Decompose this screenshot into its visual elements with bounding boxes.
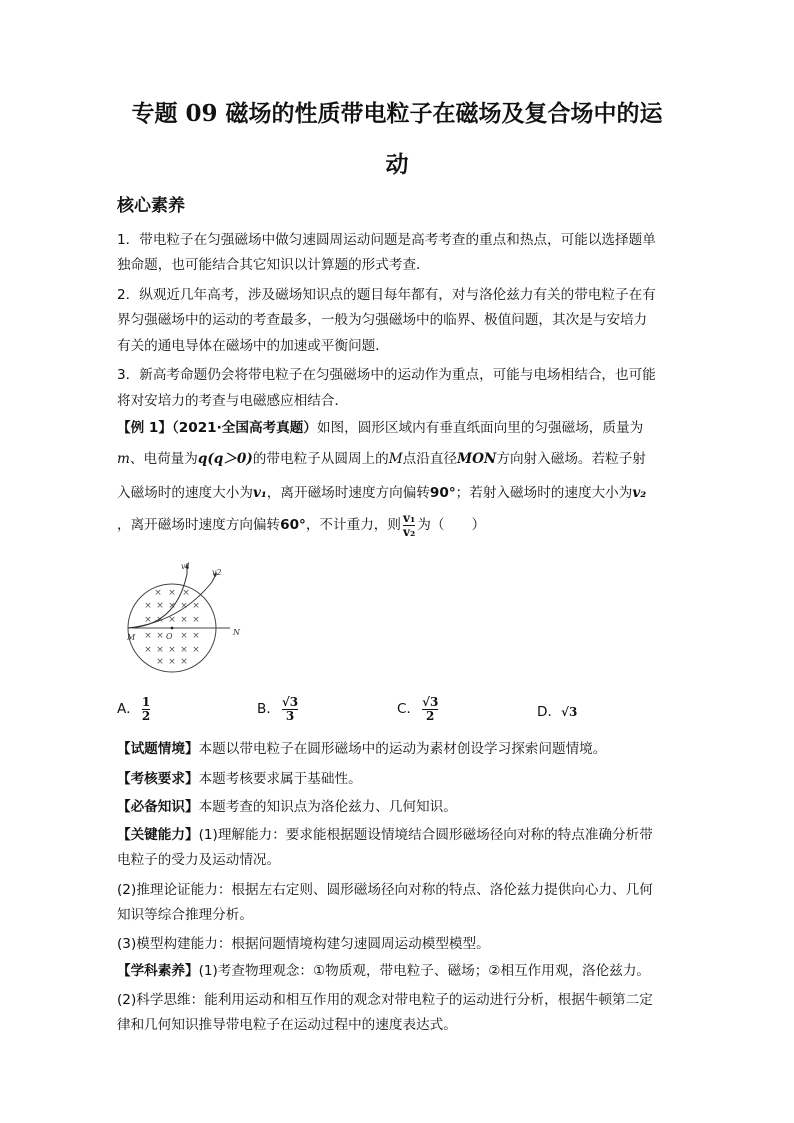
symbol-90-degrees: 90° xyxy=(429,485,456,501)
svg-text:×: × xyxy=(156,601,164,611)
analysis-text: 知识等综合推理分析。 xyxy=(117,907,253,923)
example-text: 方向射入磁场。若粒子射 xyxy=(496,451,646,467)
svg-text:×: × xyxy=(182,588,190,598)
symbol-M: M xyxy=(388,451,403,467)
svg-text:×: × xyxy=(168,601,176,611)
svg-text:×: × xyxy=(144,645,152,655)
core-point-line: 1．带电粒子在匀强磁场中做匀速圆周运动问题是高考考查的重点和热点，可能以选择题单 xyxy=(117,232,656,248)
core-point-line: 3．新高考命题仍会将带电粒子在匀强磁场中的运动作为重点，可能与电场相结合，也可能 xyxy=(117,367,656,383)
example-text: ，不计重力，则 xyxy=(305,517,401,534)
analysis-tag: 【考核要求】 xyxy=(117,771,199,787)
svg-text:×: × xyxy=(192,631,200,641)
option-a[interactable] xyxy=(117,696,152,722)
option-fraction xyxy=(142,696,150,722)
fraction-denominator: 3 xyxy=(285,708,295,723)
svg-text:×: × xyxy=(144,615,152,625)
example-text: 点沿直径 xyxy=(402,451,458,467)
example-line-3 xyxy=(117,481,646,501)
example-line-4 xyxy=(117,512,485,538)
analysis-line xyxy=(117,1013,457,1033)
label-N: N xyxy=(233,628,240,637)
label-M: M xyxy=(127,633,136,642)
page-title-line-1: 专题 09 磁场的性质带电粒子在磁场及复合场中的运 xyxy=(131,100,663,127)
analysis-line xyxy=(117,959,650,979)
fraction-numerator: 1 xyxy=(141,695,151,709)
symbol-charge: q(q＞0) xyxy=(197,451,253,467)
option-letter: D． xyxy=(537,704,562,720)
svg-text:×: × xyxy=(156,657,164,667)
core-point-line: 独命题，也可能结合其它知识以计算题的形式考查． xyxy=(117,257,430,273)
analysis-text: 电粒子的受力及运动情况。 xyxy=(117,852,281,868)
analysis-line xyxy=(117,795,457,815)
center-point xyxy=(171,627,174,630)
analysis-text: 律和几何知识推导带电粒子在运动过程中的速度表达式。 xyxy=(117,1017,457,1033)
analysis-tag: 【必备知识】 xyxy=(117,799,199,815)
svg-text:×: × xyxy=(156,631,164,641)
option-fraction xyxy=(422,696,438,722)
analysis-text: (2)推理论证能力：根据左右定则、圆形磁场径向对称的特点、洛伦兹力提供向心力、几何 xyxy=(117,882,653,898)
analysis-line xyxy=(117,878,653,898)
analysis-tag: 【学科素养】 xyxy=(117,963,199,979)
example-text: 入磁场时的速度大小为 xyxy=(117,485,253,501)
example-line-2 xyxy=(117,447,646,467)
svg-text:×: × xyxy=(168,588,176,598)
analysis-line xyxy=(117,767,362,787)
svg-text:×: × xyxy=(180,601,188,611)
svg-text:×: × xyxy=(192,645,200,655)
analysis-text: 本题考核要求属于基础性。 xyxy=(198,771,362,787)
fraction-numerator: v₁ xyxy=(403,511,416,525)
svg-text:×: × xyxy=(168,615,176,625)
svg-text:×: × xyxy=(144,631,152,641)
analysis-line xyxy=(117,823,653,843)
svg-text:×: × xyxy=(180,615,188,625)
example-line-1 xyxy=(117,416,643,436)
core-point-line: 2．纵观近几年高考，涉及磁场知识点的题目每年都有，对与洛伦兹力有关的带电粒子在有 xyxy=(117,287,656,303)
example-text: ，离开磁场时速度方向偏转 xyxy=(266,485,430,501)
svg-text:×: × xyxy=(144,601,152,611)
analysis-text: 本题考查的知识点为洛伦兹力、几何知识。 xyxy=(198,799,457,815)
core-heading: 核心素养 xyxy=(117,196,185,216)
analysis-line xyxy=(117,903,253,923)
option-d[interactable] xyxy=(537,700,577,720)
analysis-text: (2)科学思维：能利用运动和相互作用的观念对带电粒子的运动进行分析，根据牛顿第二定 xyxy=(117,992,653,1008)
svg-text:×: × xyxy=(156,615,164,625)
option-letter: C． xyxy=(397,701,421,718)
option-b[interactable] xyxy=(257,696,300,722)
analysis-line xyxy=(117,848,280,868)
example-text: 、电荷量为 xyxy=(129,451,198,467)
symbol-MON: MON xyxy=(457,451,497,467)
option-fraction xyxy=(282,696,298,722)
analysis-line xyxy=(117,737,606,757)
page-title-line-2: 动 xyxy=(385,151,409,178)
symbol-v2: v₂ xyxy=(632,485,647,501)
label-O: O xyxy=(166,632,173,641)
symbol-60-degrees: 60° xyxy=(280,517,306,534)
label-v1: v1 xyxy=(181,562,191,571)
svg-text:×: × xyxy=(168,657,176,667)
magnetic-field-diagram xyxy=(118,560,258,675)
analysis-text: 本题以带电粒子在圆形磁场中的运动为素材创设学习探索问题情境。 xyxy=(198,741,607,757)
analysis-text: (3)模型构建能力：根据问题情境构建匀速圆周运动模型模型。 xyxy=(117,936,490,952)
example-text: 的带电粒子从圆周上的 xyxy=(252,451,389,467)
svg-text:×: × xyxy=(192,601,200,611)
option-value: √3 xyxy=(561,705,578,719)
example-text: ，离开磁场时速度方向偏转 xyxy=(117,517,281,534)
label-v2: v2 xyxy=(212,568,222,577)
fraction-numerator: √3 xyxy=(422,695,439,709)
symbol-m: m xyxy=(117,451,130,467)
core-point-line: 有关的通电导体在磁场中的加速或平衡问题． xyxy=(117,338,389,354)
svg-text:×: × xyxy=(168,645,176,655)
fraction-denominator: 2 xyxy=(141,708,151,723)
core-point-line: 界匀强磁场中的运动的考查最多，一般为匀强磁场中的临界、极值问题，其次是与安培力 xyxy=(117,312,648,328)
example-text: ；若射入磁场时的速度大小为 xyxy=(455,485,633,501)
svg-text:×: × xyxy=(192,615,200,625)
svg-text:×: × xyxy=(180,657,188,667)
example-text: 为（ ） xyxy=(417,517,486,534)
example-label: 【例 1】 xyxy=(117,420,172,436)
core-point-line: 将对安培力的考查与电磁感应相结合． xyxy=(117,393,349,409)
svg-text:×: × xyxy=(180,645,188,655)
analysis-text: (1)理解能力：要求能根据题设情境结合圆形磁场径向对称的特点准确分析带 xyxy=(198,827,653,843)
analysis-line xyxy=(117,988,653,1008)
svg-text:×: × xyxy=(180,631,188,641)
analysis-tag: 【试题情境】 xyxy=(117,741,199,757)
option-c[interactable] xyxy=(397,696,440,722)
svg-text:×: × xyxy=(156,645,164,655)
option-letter: B． xyxy=(257,701,280,718)
fraction-denominator: 2 xyxy=(426,708,435,723)
analysis-text: (1)考查物理观念：①物质观，带电粒子、磁场；②相互作用观，洛伦兹力。 xyxy=(198,963,651,979)
svg-text:×: × xyxy=(154,588,162,598)
example-text: 如图，圆形区域内有垂直纸面向里的匀强磁场，质量为 xyxy=(316,420,644,436)
fraction-numerator: √3 xyxy=(281,695,299,709)
symbol-v1: v₁ xyxy=(252,485,267,501)
fraction-denominator: v₂ xyxy=(403,524,416,539)
ratio-fraction xyxy=(403,512,415,538)
analysis-line xyxy=(117,932,490,952)
example-source: （2021·全国高考真题） xyxy=(171,420,317,436)
option-letter: A． xyxy=(117,701,140,718)
analysis-tag: 【关键能力】 xyxy=(117,827,199,843)
